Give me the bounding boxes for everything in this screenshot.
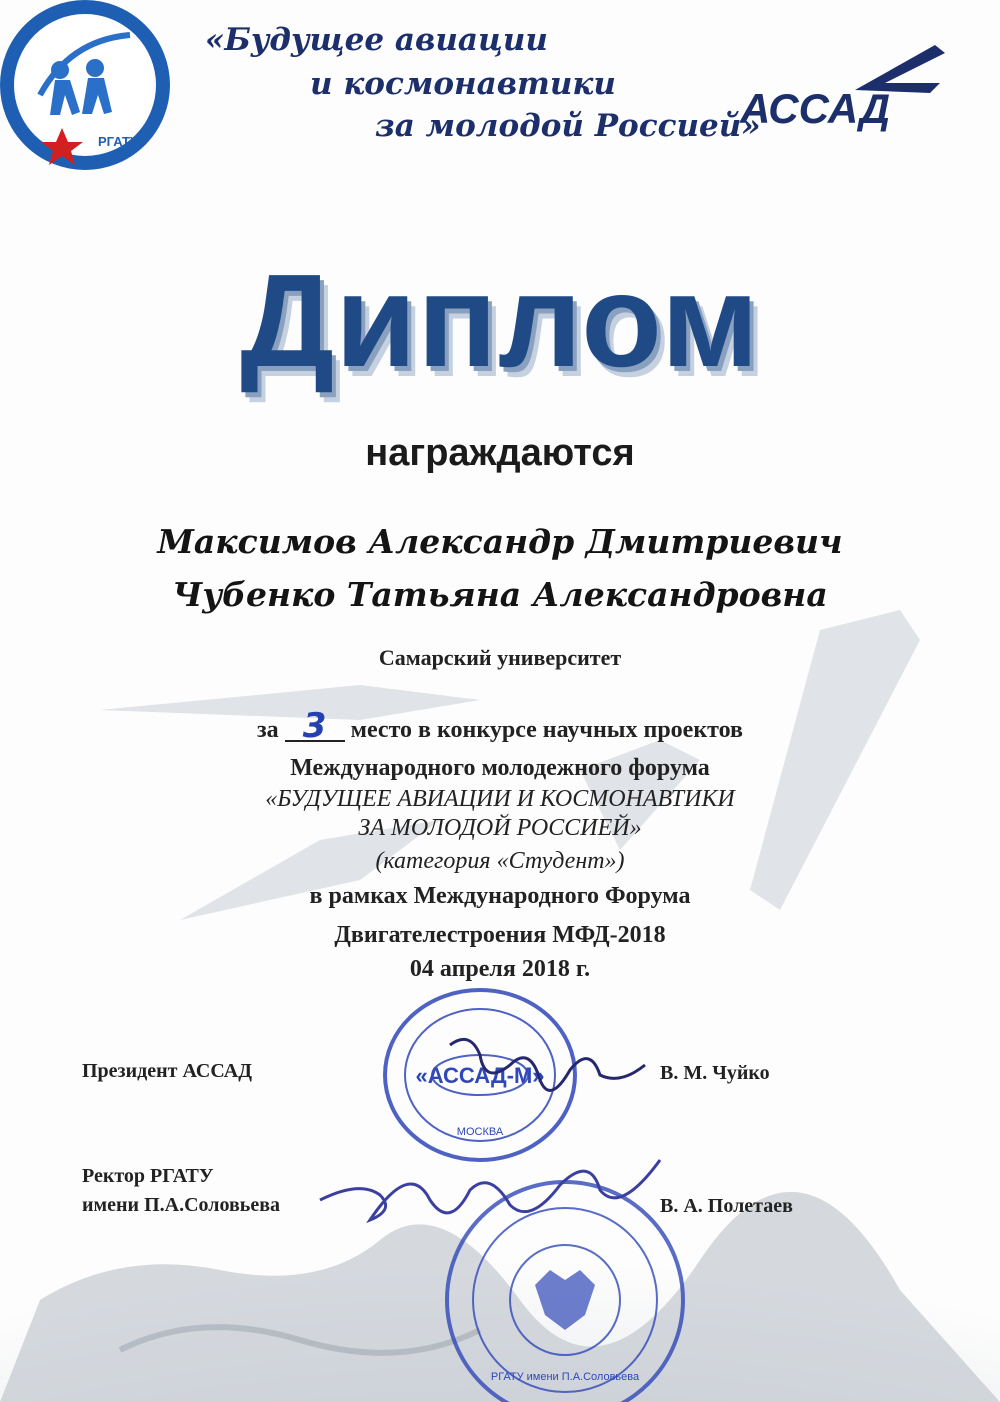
signature-rector [300, 1140, 680, 1250]
rgatu-logo-text: РГАТУ [98, 134, 138, 149]
signature-president [430, 1025, 660, 1115]
award-line-7: Двигателестроения МФД-2018 [334, 922, 666, 948]
coat-of-arms-icon [535, 1270, 595, 1330]
rgatu-forum-logo [0, 0, 170, 170]
slogan-line-3: за молодой Россией» [375, 108, 761, 144]
stamp-bottom-text: МОСКВА [456, 1126, 504, 1138]
award-place-line [0, 706, 1000, 746]
recipient-name-2: Чубенко Татьяна Александровна [172, 575, 828, 614]
recipient-name-1: Максимов Александр Дмитриевич [157, 522, 843, 561]
award-line-3: «БУДУЩЕЕ АВИАЦИИ И КОСМОНАВТИКИ [265, 786, 735, 812]
diploma-title: Диплом [240, 247, 760, 394]
award-place-number: 3 [285, 712, 345, 742]
award-line-4: ЗА МОЛОДОЙ РОССИЕЙ» [358, 815, 642, 841]
stamp-center-text: «АССАД-М» [415, 1063, 545, 1088]
signatory-role-2-line-1: Ректор РГАТУ [82, 1165, 214, 1187]
award-line-5: (категория «Студент») [375, 848, 625, 874]
signatory-role-1: Президент АССАД [82, 1060, 252, 1082]
award-prefix: за [256, 717, 279, 743]
award-suffix: место в конкурсе научных проектов [350, 717, 743, 743]
assad-logo-text: АССАД [740, 85, 891, 132]
award-date: 04 апреля 2018 г. [409, 956, 591, 982]
signatory-name-1: В. М. Чуйко [660, 1062, 770, 1084]
assad-logo [735, 35, 950, 135]
award-line-6: в рамках Международного Форума [309, 883, 691, 909]
organization: Самарский университет [378, 645, 622, 670]
slogan-line-1: «Будущее авиации [205, 22, 548, 58]
awarded-label: награждаются [365, 432, 635, 474]
slogan-line-2: и космонавтики [310, 66, 616, 102]
signatory-name-2: В. А. Полетаев [660, 1195, 793, 1217]
award-line-2: Международного молодежного форума [290, 755, 710, 781]
stamp-rgatu-text: РГАТУ имени П.А.Соловьева [490, 1371, 640, 1383]
signatory-role-2-line-2: имени П.А.Соловьева [82, 1194, 281, 1216]
